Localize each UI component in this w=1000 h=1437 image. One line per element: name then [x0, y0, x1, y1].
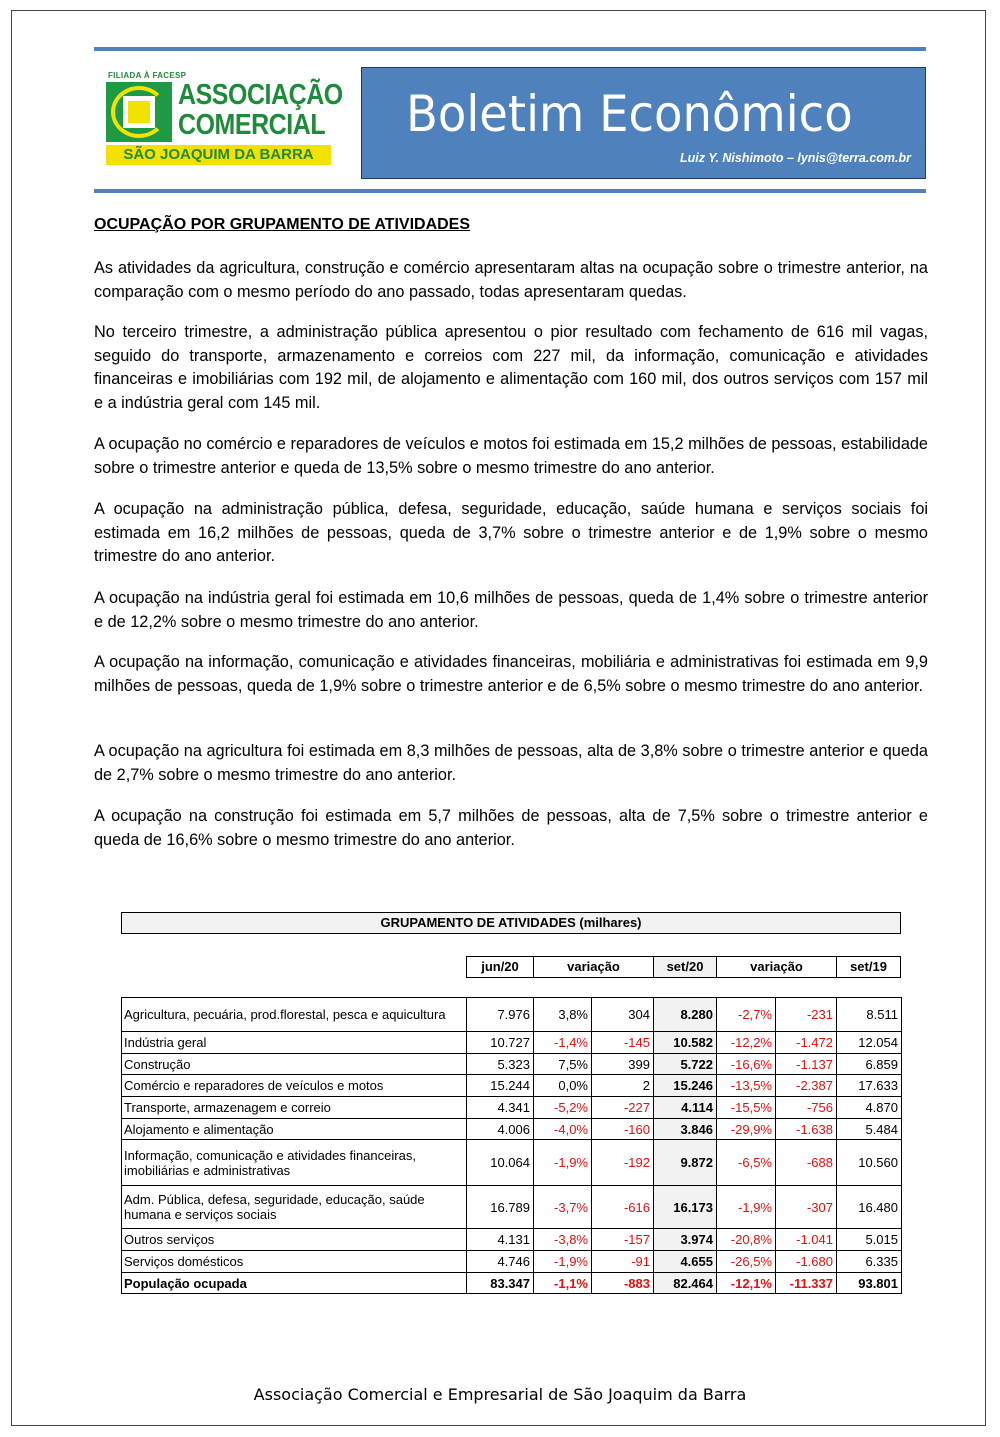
table-row — [122, 998, 902, 1032]
cell-var2-abs: -307 — [776, 1186, 837, 1229]
cell-set19: 4.870 — [837, 1097, 902, 1119]
cell-set20: 3.846 — [654, 1119, 717, 1140]
table-row — [122, 1075, 902, 1097]
cell-var2-abs: -11.337 — [776, 1273, 837, 1294]
logo-city: SÃO JOAQUIM DA BARRA — [123, 146, 314, 163]
cell-var1-abs: -160 — [592, 1119, 654, 1140]
cell-var2-pct: -29,9% — [717, 1119, 776, 1140]
cell-var2-pct: -2,7% — [717, 998, 776, 1032]
column-header-variation-2: variação — [716, 956, 837, 978]
cell-var2-abs: -2.387 — [776, 1075, 837, 1097]
row-label: População ocupada — [122, 1273, 467, 1294]
table-row — [122, 1186, 902, 1229]
cell-set19: 17.633 — [837, 1075, 902, 1097]
paragraph: As atividades da agricultura, construção e comércio apresentaram altas na ocupação sobre o trimestre anterior, na comparação com o mesmo período do ano passado, todas apresentaram quedas. — [94, 259, 928, 301]
cell-var1-abs: -227 — [592, 1097, 654, 1119]
cell-var1-pct: -1,9% — [534, 1251, 592, 1273]
table-total-row — [122, 1273, 902, 1294]
cell-jun20: 4.131 — [467, 1229, 534, 1251]
logo-city-bar — [106, 145, 331, 165]
cell-jun20: 83.347 — [467, 1273, 534, 1294]
cell-var2-pct: -13,5% — [717, 1075, 776, 1097]
cell-set19: 6.859 — [837, 1054, 902, 1075]
cell-var1-pct: -1,4% — [534, 1032, 592, 1054]
cell-var2-pct: -6,5% — [717, 1140, 776, 1186]
cell-set19: 93.801 — [837, 1273, 902, 1294]
cell-var1-abs: -883 — [592, 1273, 654, 1294]
cell-var2-pct: -26,5% — [717, 1251, 776, 1273]
column-header-jun20: jun/20 — [466, 956, 534, 978]
cell-set20: 10.582 — [654, 1032, 717, 1054]
cell-set19: 6.335 — [837, 1251, 902, 1273]
row-label: Transporte, armazenagem e correio — [122, 1097, 467, 1119]
table-row — [122, 1229, 902, 1251]
cell-set20: 4.114 — [654, 1097, 717, 1119]
cell-var2-abs: -688 — [776, 1140, 837, 1186]
table-row — [122, 1119, 902, 1140]
cell-var2-pct: -12,1% — [717, 1273, 776, 1294]
activities-table — [121, 997, 902, 1294]
cell-set20: 5.722 — [654, 1054, 717, 1075]
cell-var1-pct: -4,0% — [534, 1119, 592, 1140]
column-header-variation-1: variação — [533, 956, 654, 978]
table-row — [122, 1054, 902, 1075]
cell-var2-abs: -756 — [776, 1097, 837, 1119]
cell-jun20: 4.006 — [467, 1119, 534, 1140]
cell-var1-abs: -616 — [592, 1186, 654, 1229]
paragraph: A ocupação na indústria geral foi estimada em 10,6 milhões de pessoas, queda de 1,4% sobre o trimestre anterior e de 12,2% sobre o mesmo trimestre do ano anterior. — [94, 589, 928, 631]
cell-jun20: 16.789 — [467, 1186, 534, 1229]
cell-var1-pct: 3,8% — [534, 998, 592, 1032]
section-heading: OCUPAÇÃO POR GRUPAMENTO DE ATIVIDADES — [94, 216, 471, 233]
logo-name-line2: COMERCIAL — [178, 109, 326, 141]
paragraph: A ocupação na agricultura foi estimada em 8,3 milhões de pessoas, alta de 3,8% sobre o trimestre anterior e queda de 2,7% sobre o mesmo trimestre do ano anterior. — [94, 742, 928, 784]
table-row — [122, 1251, 902, 1273]
table-row — [122, 1097, 902, 1119]
paragraph: A ocupação na informação, comunicação e atividades financeiras, mobiliária e administrativas foi estimada em 9,9 milhões de pessoas, queda de 1,9% sobre o trimestre anterior e de 6,5% sobre o mesmo trimestre do ano anterior. — [94, 653, 928, 695]
cell-var1-abs: -157 — [592, 1229, 654, 1251]
cell-var2-pct: -15,5% — [717, 1097, 776, 1119]
cell-set20: 9.872 — [654, 1140, 717, 1186]
cell-var2-abs: -231 — [776, 998, 837, 1032]
cell-set19: 10.560 — [837, 1140, 902, 1186]
header-rule-top — [94, 47, 926, 51]
column-header-set19: set/19 — [836, 956, 901, 978]
cell-var1-pct: -1,1% — [534, 1273, 592, 1294]
bulletin-title: Boletim Econômico — [406, 85, 853, 143]
cell-set20: 16.173 — [654, 1186, 717, 1229]
cell-var1-abs: 304 — [592, 998, 654, 1032]
paragraph: No terceiro trimestre, a administração pública apresentou o pior resultado com fechamento de 616 mil vagas, seguido do transporte, armazenamento e correios com 227 mil, da informação, comunicação e atividades financeiras e imobiliárias com 192 mil, de alojamento e alimentação com 160 mil, dos outros serviços com 157 mil e a indústria geral com 145 mil. — [94, 323, 928, 412]
row-label: Indústria geral — [122, 1032, 467, 1054]
paragraph: A ocupação no comércio e reparadores de veículos e motos foi estimada em 15,2 milhões de pessoas, estabilidade sobre o trimestre anterior e queda de 13,5% sobre o mesmo trimestre do ano anterior. — [94, 435, 928, 477]
row-label: Informação, comunicação e atividades financeiras, imobiliárias e administrativas — [122, 1140, 467, 1186]
cell-jun20: 15.244 — [467, 1075, 534, 1097]
cell-set19: 5.484 — [837, 1119, 902, 1140]
cell-var1-abs: -145 — [592, 1032, 654, 1054]
cell-set20: 82.464 — [654, 1273, 717, 1294]
row-label: Agricultura, pecuária, prod.florestal, pesca e aquicultura — [122, 998, 467, 1032]
cell-jun20: 10.727 — [467, 1032, 534, 1054]
header-rule-bottom — [94, 189, 926, 193]
cell-var2-pct: -1,9% — [717, 1186, 776, 1229]
logo-emblem-icon — [106, 82, 172, 142]
cell-var1-pct: 0,0% — [534, 1075, 592, 1097]
cell-var2-abs: -1.638 — [776, 1119, 837, 1140]
cell-var2-abs: -1.680 — [776, 1251, 837, 1273]
logo-subtitle: FILIADA À FACESP — [108, 71, 187, 80]
paragraph: A ocupação na administração pública, defesa, seguridade, educação, saúde humana e serviços sociais foi estimada em 16,2 milhões de pessoas, queda de 3,7% sobre o trimestre anterior e de 1,9% sobre o mesmo trimestre do ano anterior. — [94, 500, 928, 565]
cell-jun20: 4.746 — [467, 1251, 534, 1273]
cell-jun20: 5.323 — [467, 1054, 534, 1075]
cell-var1-abs: -192 — [592, 1140, 654, 1186]
cell-set19: 12.054 — [837, 1032, 902, 1054]
cell-jun20: 4.341 — [467, 1097, 534, 1119]
row-label: Outros serviços — [122, 1229, 467, 1251]
row-label: Serviços domésticos — [122, 1251, 467, 1273]
row-label: Adm. Pública, defesa, seguridade, educação, saúde humana e serviços sociais — [122, 1186, 467, 1229]
bulletin-header — [361, 67, 926, 179]
association-logo — [106, 71, 343, 165]
cell-var1-abs: 2 — [592, 1075, 654, 1097]
cell-var1-abs: 399 — [592, 1054, 654, 1075]
cell-var1-pct: 7,5% — [534, 1054, 592, 1075]
paragraph: A ocupação na construção foi estimada em 5,7 milhões de pessoas, alta de 7,5% sobre o trimestre anterior e queda de 16,6% sobre o mesmo trimestre do ano anterior. — [94, 807, 928, 849]
table-title: GRUPAMENTO DE ATIVIDADES (milhares) — [121, 912, 901, 934]
cell-set19: 8.511 — [837, 998, 902, 1032]
cell-var2-pct: -20,8% — [717, 1229, 776, 1251]
cell-set20: 8.280 — [654, 998, 717, 1032]
column-header-set20: set/20 — [653, 956, 717, 978]
cell-var2-abs: -1.041 — [776, 1229, 837, 1251]
cell-set19: 5.015 — [837, 1229, 902, 1251]
table-body — [122, 998, 902, 1294]
cell-var1-abs: -91 — [592, 1251, 654, 1273]
cell-var1-pct: -5,2% — [534, 1097, 592, 1119]
cell-set20: 3.974 — [654, 1229, 717, 1251]
cell-var2-pct: -12,2% — [717, 1032, 776, 1054]
cell-var2-pct: -16,6% — [717, 1054, 776, 1075]
row-label: Comércio e reparadores de veículos e motos — [122, 1075, 467, 1097]
table-row — [122, 1140, 902, 1186]
cell-set20: 15.246 — [654, 1075, 717, 1097]
page-footer: Associação Comercial e Empresarial de São Joaquim da Barra — [253, 1385, 747, 1404]
logo-name-line1: ASSOCIAÇÃO — [178, 79, 343, 111]
bulletin-author: Luiz Y. Nishimoto – lynis@terra.com.br — [680, 151, 911, 165]
cell-set20: 4.655 — [654, 1251, 717, 1273]
row-label: Alojamento e alimentação — [122, 1119, 467, 1140]
table-row — [122, 1032, 902, 1054]
cell-jun20: 10.064 — [467, 1140, 534, 1186]
row-label: Construção — [122, 1054, 467, 1075]
cell-var1-pct: -3,7% — [534, 1186, 592, 1229]
cell-var2-abs: -1.472 — [776, 1032, 837, 1054]
cell-jun20: 7.976 — [467, 998, 534, 1032]
cell-var1-pct: -1,9% — [534, 1140, 592, 1186]
cell-set19: 16.480 — [837, 1186, 902, 1229]
cell-var1-pct: -3,8% — [534, 1229, 592, 1251]
cell-var2-abs: -1.137 — [776, 1054, 837, 1075]
